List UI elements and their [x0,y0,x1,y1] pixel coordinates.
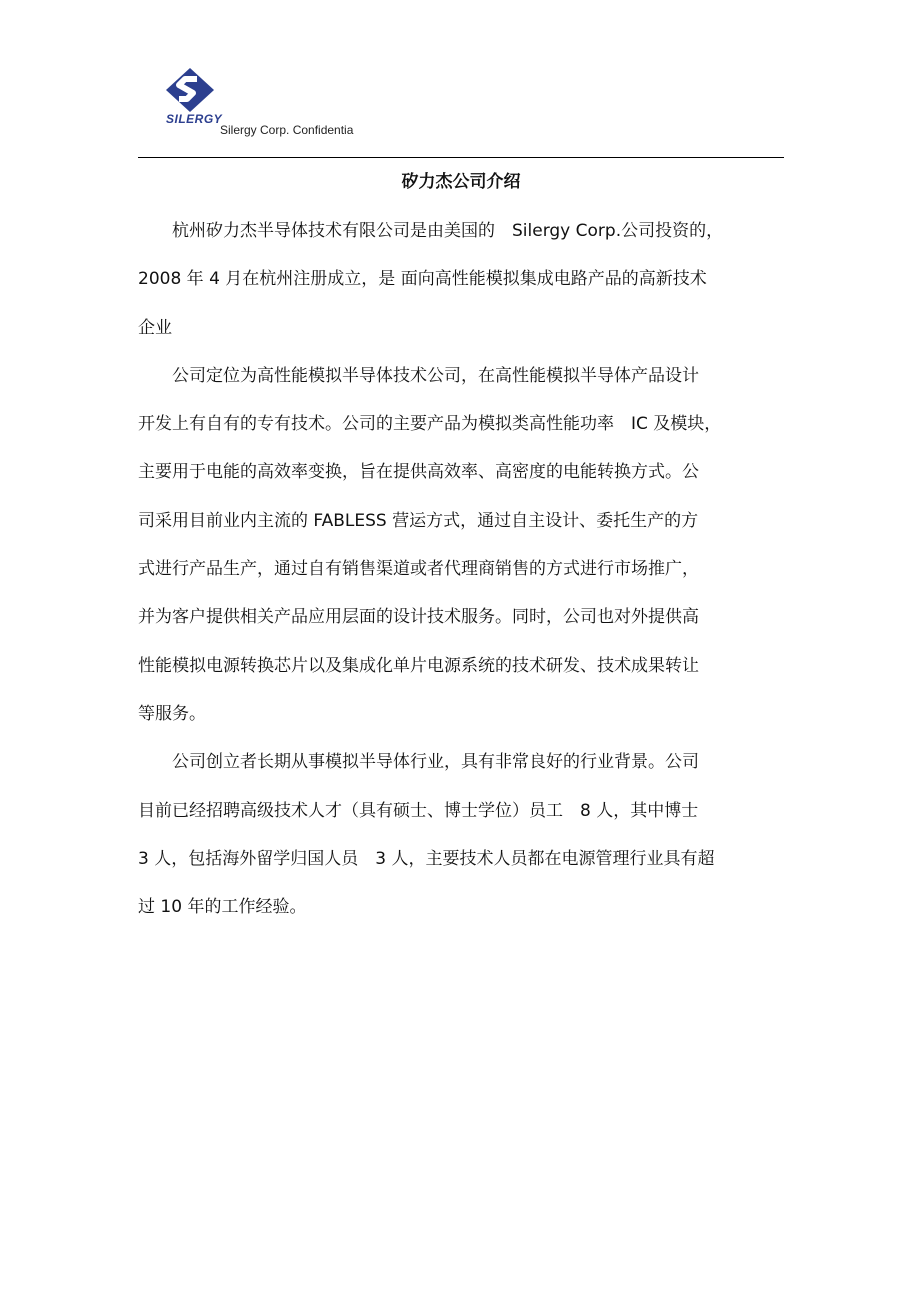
text-line: 目前已经招聘高级技术人才（具有硕士、博士学位）员工 8 人，其中博士 [138,800,699,821]
text-line: 企业 [138,317,172,338]
text-line: 杭州矽力杰半导体技术有限公司是由美国的 Silergy Corp.公司投资的， [138,221,724,241]
silergy-logo-icon [164,66,216,114]
silergy-logo [164,66,223,128]
text-line: 主要用于电能的高效率变换，旨在提供高效率、高密度的电能转换方式。公 [138,462,699,483]
confidential-label: Silergy Corp. Confidentia [220,123,354,137]
page-header [138,62,784,158]
text-line: 公司定位为高性能模拟半导体技术公司，在高性能模拟半导体产品设计 [138,365,699,386]
text-line: 3 人，包括海外留学归国人员 3 人，主要技术人员都在电源管理行业具有超 [138,848,715,869]
text-line: 性能模拟电源转换芯片以及集成化单片电源系统的技术研发、技术成果转让 [138,655,699,676]
text-line: 并为客户提供相关产品应用层面的设计技术服务。同时，公司也对外提供高 [138,607,699,628]
text-line: 司采用目前业内主流的 FABLESS 营运方式，通过自主设计、委托生产的方 [138,510,699,531]
text-line: 公司创立者长期从事模拟半导体行业，具有非常良好的行业背景。公司 [138,752,699,773]
header-divider [138,157,784,158]
text-line: 式进行产品生产，通过自有销售渠道或者代理商销售的方式进行市场推广， [138,559,699,580]
text-line: 2008 年 4 月在杭州注册成立，是 面向高性能模拟集成电路产品的高新技术 [138,269,707,290]
logo-wordmark: SILERGY [166,112,223,126]
text-line: 等服务。 [138,703,206,724]
body-text [138,207,798,931]
page-title: 矽力杰公司介绍 [401,172,521,192]
text-line: 开发上有自有的专有技术。公司的主要产品为模拟类高性能功率 IC 及模块， [138,414,722,435]
text-line: 过 10 年的工作经验。 [138,897,307,918]
